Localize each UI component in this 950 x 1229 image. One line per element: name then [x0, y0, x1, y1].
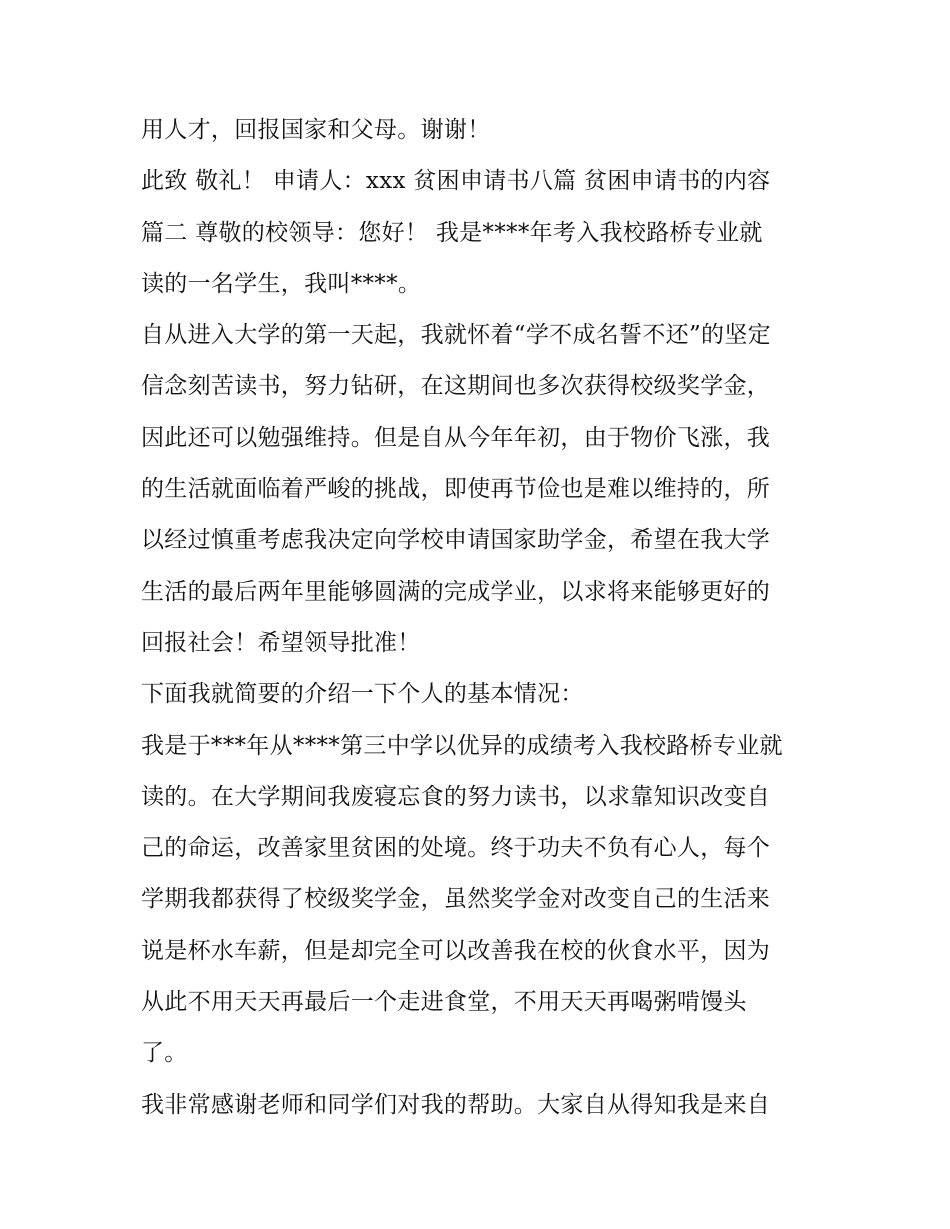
text-line: 信念刻苦读书，努力钻研，在这期间也多次获得校级奖学金， — [141, 373, 771, 400]
text-line: 读的一名学生，我叫****。 — [141, 270, 422, 297]
text-line: 回报社会！希望领导批准！ — [141, 629, 421, 656]
text-line: 学期我都获得了校级奖学金，虽然奖学金对改变自己的生活来 — [141, 886, 771, 913]
body-text — [141, 105, 821, 1131]
text-line: 以经过慎重考虑我决定向学校申请国家助学金，希望在我大学 — [141, 527, 771, 554]
text-line: 下面我就简要的介绍一下个人的基本情况： — [141, 681, 584, 708]
text-line: 己的命运，改善家里贫困的处境。终于功夫不负有心人，每个 — [141, 835, 771, 862]
text-line: 生活的最后两年里能够圆满的完成学业，以求将来能够更好的 — [141, 578, 771, 605]
text-line: 我非常感谢老师和同学们对我的帮助。大家自从得知我是来自 — [141, 1091, 771, 1118]
text-line: 我是于***年从****第三中学以优异的成绩考入我校路桥专业就 — [141, 732, 783, 759]
text-line: 自从进入大学的第一天起，我就怀着“学不成名誓不还”的坚定 — [141, 322, 771, 349]
text-line: 读的。在大学期间我废寝忘食的努力读书，以求靠知识改变自 — [141, 783, 771, 810]
text-line: 从此不用天天再最后一个走进食堂，不用天天再喝粥啃馒头 — [141, 989, 747, 1016]
text-line: 用人才，回报国家和父母。谢谢！ — [141, 117, 491, 143]
text-line: 此致 敬礼！ 申请人：xxx 贫困申请书八篇 贫困申请书的内容 — [141, 168, 771, 195]
text-line: 篇二 尊敬的校领导：您好！ 我是****年考入我校路桥专业就 — [141, 219, 763, 246]
text-line: 说是杯水车薪，但是却完全可以改善我在校的伙食水平，因为 — [141, 937, 771, 964]
text-line: 的生活就面临着严峻的挑战，即使再节俭也是难以维持的，所 — [141, 476, 771, 503]
text-line: 了。 — [141, 1040, 188, 1067]
text-line: 因此还可以勉强维持。但是自从今年年初，由于物价飞涨，我 — [141, 424, 771, 451]
